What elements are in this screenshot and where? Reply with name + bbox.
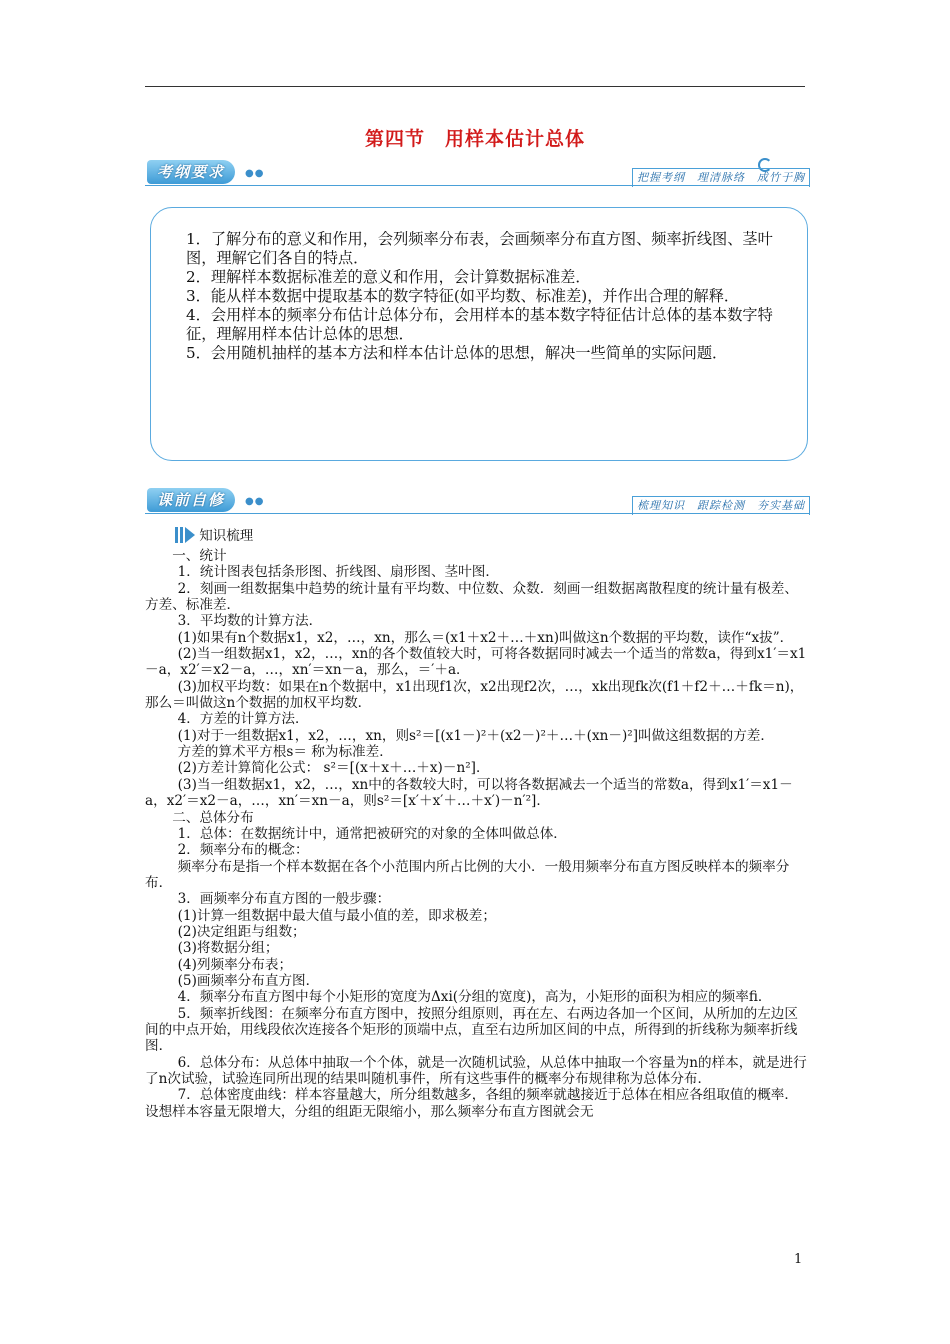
requirement-item: 4．会用样本的频率分布估计总体分布，会用样本的基本数字特征估计总体的基本数字特征，理解用样本估计总体的思想． bbox=[186, 306, 773, 343]
paragraph: (3)将数据分组； bbox=[177, 940, 279, 957]
paragraph: 2．频率分布的概念： bbox=[177, 842, 309, 859]
page-number: 1 bbox=[794, 1252, 803, 1267]
requirements-list bbox=[186, 230, 786, 363]
paragraph: 7．总体密度曲线：样本容量越大，所分组数越多，各组的频率就越接近于总体在相应各组取值的概率．设想样本容量无限增大，分组的组距无限缩小，那么频率分布直方图就会无 bbox=[145, 1087, 798, 1120]
paragraph: 1．统计图表包括条形图、折线图、扇形图、茎叶图． bbox=[177, 564, 499, 581]
knowledge-heading bbox=[175, 524, 253, 544]
requirement-item: 3．能从样本数据中提取基本的数字特征(如平均数、标准差)，并作出合理的解释． bbox=[186, 287, 740, 305]
dots-icon: ●● bbox=[245, 496, 265, 507]
paragraph: 5．频率折线图：在频率分布直方图中，按照分组原则，再在左、右两边各加一个区间，从所加的左边区间的中点开始，用线段依次连接各个矩形的顶端中点，直至右边所加区间的中点，所得到的折线称为频率折线图． bbox=[145, 1005, 798, 1055]
banner-exam-requirements bbox=[145, 158, 810, 188]
paragraph: (1)如果有n个数据x1，x2，…，xn，那么＝(x1＋x2＋…＋xn)叫做这n个数据的平均数，读作“x拔”． bbox=[177, 629, 794, 646]
paragraph: (5)画频率分布直方图． bbox=[177, 972, 320, 989]
paragraph: (4)列频率分布表； bbox=[177, 956, 293, 973]
banner-tag: 考纲要求 bbox=[147, 160, 235, 184]
paragraph: 2．刻画一组数据集中趋势的统计量有平均数、中位数、众数．刻画一组数据离散程度的统计量有极差、方差、标准差． bbox=[145, 580, 798, 614]
top-rule bbox=[145, 86, 805, 87]
banner-preclass-study bbox=[145, 486, 810, 516]
paragraph: (3)当一组数据x1，x2，…，xn中的各数较大时，可以将各数据减去一个适当的常数a，得到x1′＝x1－a，x2′＝x2－a，…，xn′＝xn－a，则s²＝[x′＋x′＋…＋x′)－n′²]． bbox=[145, 776, 793, 810]
paragraph: (3)加权平均数：如果在n个数据中，x1出现f1次，x2出现f2次，…，xk出现fk次(f1＋f2＋…＋fk＝n)，那么＝叫做这n个数据的加权平均数． bbox=[145, 678, 804, 712]
paragraph: (2)当一组数据x1，x2，…，xn的各个数值较大时，可将各数据同时减去一个适当的常数a，得到x1′＝x1－a，x2′＝x2－a，…，xn′＝xn－a，那么，＝′＋a． bbox=[145, 646, 807, 679]
requirement-item: 1．了解分布的意义和作用，会列频率分布表，会画频率分布直方图、频率折线图、茎叶图，理解它们各自的特点． bbox=[186, 230, 773, 267]
paragraph: 方差的算术平方根s＝ 称为标准差． bbox=[177, 744, 393, 761]
paragraph: 6．总体分布：从总体中抽取一个个体，就是一次随机试验，从总体中抽取一个容量为n的样本，就是进行了n次试验，试验连同所出现的结果叫随机事件，所有这些事件的概率分布规律称为总体分布． bbox=[145, 1054, 807, 1087]
banner-subtitle: 把握考纲 理清脉络 成竹于胸 bbox=[632, 168, 810, 187]
play-bars-icon bbox=[175, 527, 195, 543]
section-heading: 一、统计 bbox=[172, 548, 227, 564]
paragraph: 1．总体：在数据统计中，通常把被研究的对象的全体叫做总体． bbox=[177, 825, 567, 842]
banner-subtitle: 梳理知识 跟踪检测 夯实基础 bbox=[632, 496, 810, 515]
paragraph: 3．画频率分布直方图的一般步骤： bbox=[177, 891, 391, 908]
banner-tag: 课前自修 bbox=[147, 488, 235, 512]
requirement-item: 5．会用随机抽样的基本方法和样本估计总体的思想，解决一些简单的实际问题． bbox=[186, 344, 728, 362]
section-heading: 二、总体分布 bbox=[172, 809, 254, 826]
paragraph: (2)决定组距与组数； bbox=[177, 923, 306, 940]
requirement-item: 2．理解样本数据标准差的意义和作用，会计算数据标准差． bbox=[186, 268, 591, 286]
dots-icon: ●● bbox=[245, 168, 265, 179]
section-title: 第四节 用样本估计总体 bbox=[364, 128, 585, 150]
paragraph: 4．频率分布直方图中每个小矩形的宽度为Δxi(分组的宽度)，高为，小矩形的面积为相应的频率fi． bbox=[177, 989, 772, 1006]
paragraph: (1)计算一组数据中最大值与最小值的差，即求极差； bbox=[177, 907, 496, 924]
paragraph: 4．方差的计算方法． bbox=[177, 711, 309, 728]
paragraph: 频率分布是指一个样本数据在各个小范围内所占比例的大小．一般用频率分布直方图反映样本的频率分布． bbox=[145, 858, 790, 891]
paragraph: 3．平均数的计算方法． bbox=[177, 613, 323, 630]
paragraph: (2)方差计算简化公式： s²＝[(x＋x＋…＋x)－n²]． bbox=[177, 760, 490, 777]
knowledge-heading-label: 知识梳理 bbox=[199, 528, 254, 544]
paragraph: (1)对于一组数据x1，x2，…，xn，则s²＝[(x1－)²＋(x2－)²＋…＋(xn－)²]叫做这组数据的方差． bbox=[177, 727, 774, 744]
knowledge-body bbox=[145, 548, 810, 1120]
